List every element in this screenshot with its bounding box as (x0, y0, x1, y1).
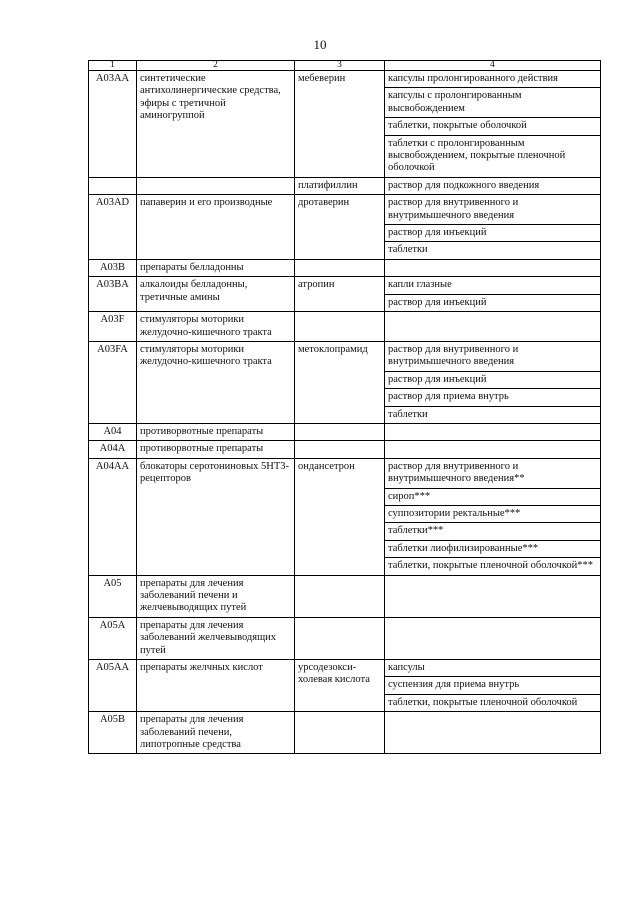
dosage-form-cell: таблетки лиофилизированные*** (385, 540, 601, 557)
group-name-cell: противорвотные препараты (137, 441, 295, 458)
group-name-cell: препараты для лечения заболеваний печени, липотропные средства (137, 712, 295, 754)
drug-name-cell: дротаверин (295, 195, 385, 260)
dosage-form-cell: таблетки с пролонгированным высвобождением, покрытые пленочной оболочкой (385, 135, 601, 177)
drug-name-cell: ондансетрон (295, 458, 385, 575)
header-cell-3: 3 (295, 61, 385, 71)
drug-name-cell (295, 441, 385, 458)
dosage-form-cell: раствор для инъекций (385, 371, 601, 388)
table-row (89, 423, 601, 440)
drug-classification-table (88, 60, 601, 754)
dosage-form-cell: раствор для внутривенного и внутримышечного введения (385, 341, 601, 371)
group-name-cell: препараты для лечения заболеваний желчевыводящих путей (137, 617, 295, 659)
table-row (89, 458, 601, 488)
dosage-form-cell: таблетки (385, 242, 601, 259)
atc-code-cell: A03F (89, 312, 137, 342)
atc-code-cell: A05A (89, 617, 137, 659)
group-name-cell: препараты желчных кислот (137, 660, 295, 712)
header-cell-2: 2 (137, 61, 295, 71)
atc-code-cell: A03B (89, 259, 137, 276)
dosage-form-cell: капсулы пролонгированного действия (385, 71, 601, 88)
atc-code-cell: A03FA (89, 341, 137, 423)
atc-code-cell: A05 (89, 575, 137, 617)
table-row (89, 177, 601, 194)
dosage-form-cell: таблетки (385, 406, 601, 423)
dosage-form-cell (385, 441, 601, 458)
group-name-cell: блокаторы серотониновых 5HT3-рецепторов (137, 458, 295, 575)
dosage-form-cell: капсулы (385, 660, 601, 677)
group-name-cell: препараты для лечения заболеваний печени и желчевыводящих путей (137, 575, 295, 617)
dosage-form-cell: таблетки, покрытые пленочной оболочкой (385, 694, 601, 711)
table-row (89, 660, 601, 677)
group-name-cell: противорвотные препараты (137, 423, 295, 440)
atc-code-cell (89, 177, 137, 194)
atc-code-cell: A03AA (89, 71, 137, 178)
dosage-form-cell: раствор для внутривенного и внутримышечного введения (385, 195, 601, 225)
drug-name-cell: платифиллин (295, 177, 385, 194)
dosage-form-cell: капли глазные (385, 277, 601, 294)
dosage-form-cell: раствор для инъекций (385, 294, 601, 311)
dosage-form-cell: раствор для приема внутрь (385, 389, 601, 406)
table-row (89, 71, 601, 88)
table-row (89, 617, 601, 659)
group-name-cell: синтетические антихолинергические средства, эфиры с третичной аминогруппой (137, 71, 295, 178)
group-name-cell: стимуляторы моторики желудочно-кишечного тракта (137, 312, 295, 342)
atc-code-cell: A03AD (89, 195, 137, 260)
table-row (89, 712, 601, 754)
dosage-form-cell: сироп*** (385, 488, 601, 505)
table-row (89, 312, 601, 342)
drug-name-cell: урсодезокси-холевая кислота (295, 660, 385, 712)
dosage-form-cell: таблетки, покрытые пленочной оболочкой*** (385, 558, 601, 575)
group-name-cell: стимуляторы моторики желудочно-кишечного тракта (137, 341, 295, 423)
table-row (89, 277, 601, 294)
drug-name-cell: атропин (295, 277, 385, 312)
dosage-form-cell: капсулы с пролонгированным высвобождением (385, 88, 601, 118)
dosage-form-cell: таблетки, покрытые оболочкой (385, 118, 601, 135)
dosage-form-cell (385, 712, 601, 754)
dosage-form-cell: суппозитории ректальные*** (385, 505, 601, 522)
dosage-form-cell: суспензия для приема внутрь (385, 677, 601, 694)
dosage-form-cell: раствор для подкожного введения (385, 177, 601, 194)
group-name-cell: папаверин и его производные (137, 195, 295, 260)
drug-name-cell (295, 575, 385, 617)
dosage-form-cell (385, 312, 601, 342)
drug-name-cell (295, 617, 385, 659)
atc-code-cell: A05B (89, 712, 137, 754)
dosage-form-cell (385, 575, 601, 617)
drug-name-cell (295, 312, 385, 342)
table-row (89, 441, 601, 458)
drug-name-cell: метоклопрамид (295, 341, 385, 423)
dosage-form-cell: таблетки*** (385, 523, 601, 540)
dosage-form-cell (385, 617, 601, 659)
group-name-cell (137, 177, 295, 194)
dosage-form-cell (385, 259, 601, 276)
dosage-form-cell (385, 423, 601, 440)
drug-name-cell (295, 423, 385, 440)
drug-name-cell: мебеверин (295, 71, 385, 178)
group-name-cell: препараты белладонны (137, 259, 295, 276)
drug-name-cell (295, 259, 385, 276)
atc-code-cell: A04A (89, 441, 137, 458)
dosage-form-cell: раствор для внутривенного и внутримышечного введения** (385, 458, 601, 488)
table-row (89, 259, 601, 276)
atc-code-cell: A03BA (89, 277, 137, 312)
atc-code-cell: A05AA (89, 660, 137, 712)
header-cell-4: 4 (385, 61, 601, 71)
table-row (89, 341, 601, 371)
dosage-form-cell: раствор для инъекций (385, 225, 601, 242)
atc-code-cell: A04 (89, 423, 137, 440)
header-cell-1: 1 (89, 61, 137, 71)
drug-name-cell (295, 712, 385, 754)
atc-code-cell: A04AA (89, 458, 137, 575)
table-row (89, 195, 601, 225)
table-row (89, 575, 601, 617)
group-name-cell: алкалоиды белладонны, третичные амины (137, 277, 295, 312)
page-number: 10 (313, 37, 327, 52)
table-header-row (89, 61, 601, 71)
